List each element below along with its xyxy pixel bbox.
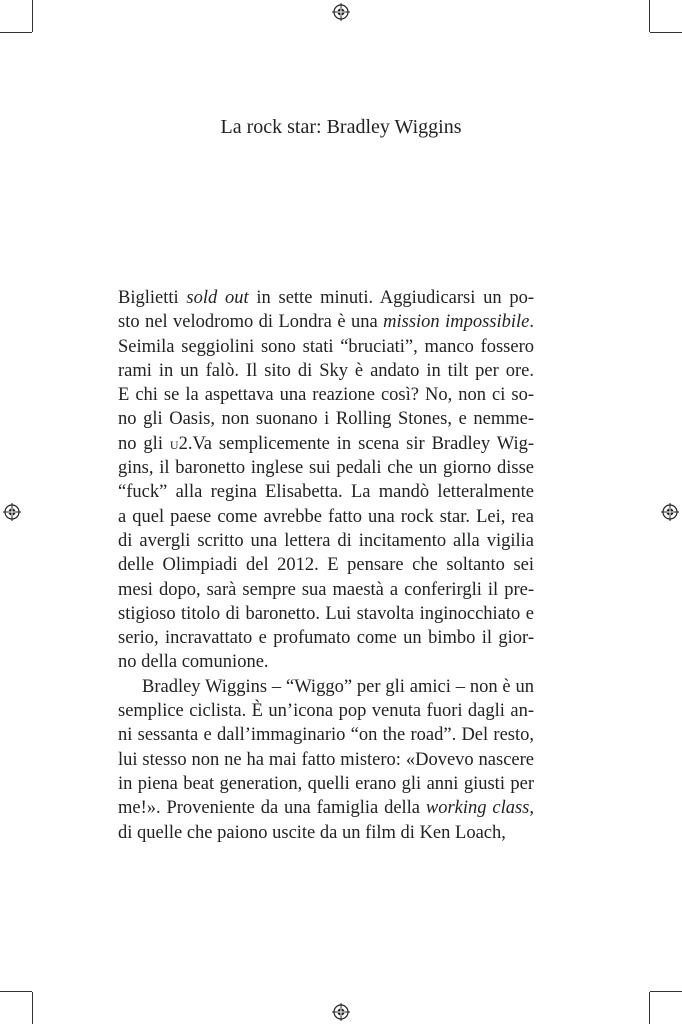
crop-mark-bottom-left-horizontal (0, 991, 32, 992)
crop-mark-bottom-right-vertical (649, 992, 650, 1024)
text-run: di avergli scritto una lettera di incitamento alla vigilia (118, 530, 534, 551)
crop-mark-bottom-left-vertical (32, 992, 33, 1024)
crop-mark-bottom-right-horizontal (650, 991, 682, 992)
text-run: Biglietti (118, 288, 187, 308)
text-run: in piena beat generation, quelli erano gli anni giusti per (118, 773, 534, 794)
registration-mark-bottom-icon (332, 1003, 350, 1021)
text-line (118, 821, 534, 845)
text-line (118, 602, 534, 626)
text-run: no gli (118, 433, 170, 454)
text-run: no gli Oasis, non suonano i Rolling Stones, e nemme- (118, 409, 534, 430)
text-line (118, 359, 534, 383)
text-run: gins, il baronetto inglese sui pedali che un giorno disse (118, 458, 534, 479)
text-line (118, 626, 534, 650)
text-line (118, 286, 534, 310)
text-run: . (529, 312, 535, 333)
crop-mark-top-right-vertical (649, 0, 650, 32)
text-line (118, 456, 534, 480)
text-run: rami in un falò. Il sito di Sky è andato in tilt per ore. (118, 360, 534, 381)
text-run: delle Olimpiadi del 2012. E pensare che soltanto sei (118, 555, 534, 576)
text-line (118, 723, 534, 747)
text-line (118, 748, 534, 772)
text-run: no della comunione. (118, 652, 269, 673)
text-line (118, 480, 534, 504)
text-line (118, 529, 534, 553)
text-line (118, 383, 534, 407)
paragraph-1 (118, 286, 534, 675)
text-line (118, 699, 534, 723)
italic-run: mission impossibile (383, 312, 530, 333)
crop-mark-top-left-vertical (32, 0, 33, 32)
text-run: serio, incravattato e profumato come un bimbo il gior- (118, 628, 534, 649)
registration-mark-left-icon (3, 503, 21, 521)
chapter-title: La rock star: Bradley Wiggins (220, 116, 462, 138)
text-line (118, 505, 534, 529)
text-run: Seimila seggiolini sono stati “bruciati”, manco fossero (118, 336, 534, 357)
text-run: a quel paese come avrebbe fatto una rock star. Lei, rea (118, 506, 534, 527)
text-run: me!». Proveniente da una famiglia della (118, 798, 426, 819)
crop-mark-top-left-horizontal (0, 32, 32, 33)
text-line (118, 796, 534, 820)
italic-run: sold out (186, 288, 249, 308)
body-text (118, 286, 534, 845)
text-run: mesi dopo, sarà sempre sua maestà a conferirgli il pre- (118, 579, 534, 600)
text-line (118, 407, 534, 431)
text-run: 2.Va semplicemente in scena sir Bradley Wig- (178, 433, 535, 454)
text-run: sto nel velodromo di Londra è una (118, 312, 384, 333)
text-line (118, 650, 534, 674)
crop-mark-top-right-horizontal (650, 32, 682, 33)
italic-run: working class (425, 798, 530, 819)
text-run: lui stesso non ne ha mai fatto mistero: «Dovevo nascere (118, 749, 534, 770)
paragraph-2 (118, 675, 534, 845)
text-run: Bradley Wiggins – “Wiggo” per gli amici – non è un (142, 676, 534, 697)
text-line (118, 310, 534, 334)
text-line (118, 772, 534, 796)
small-caps-run: u (169, 433, 179, 453)
text-run: , (529, 798, 534, 819)
text-line (118, 553, 534, 577)
text-run: “fuck” alla regina Elisabetta. La mandò letteralmente (118, 482, 534, 503)
text-run: in sette minuti. Aggiudicarsi un po- (248, 288, 535, 308)
text-run: ni sessanta e dall’immaginario “on the road”. Del resto, (118, 725, 534, 746)
text-line (118, 578, 534, 602)
registration-mark-right-icon (661, 503, 679, 521)
text-run: E chi se la aspettava una reazione così? No, non ci so- (118, 385, 534, 406)
text-run: semplice ciclista. È un’icona pop venuta fuori dagli an- (118, 701, 534, 722)
registration-mark-top-icon (332, 3, 350, 21)
text-line (118, 432, 534, 456)
text-run: di quelle che paiono uscite da un film di Ken Loach, (118, 822, 506, 843)
text-run: stigioso titolo di baronetto. Lui stavolta inginocchiato e (118, 603, 534, 624)
text-line (118, 675, 534, 699)
text-line (118, 335, 534, 359)
